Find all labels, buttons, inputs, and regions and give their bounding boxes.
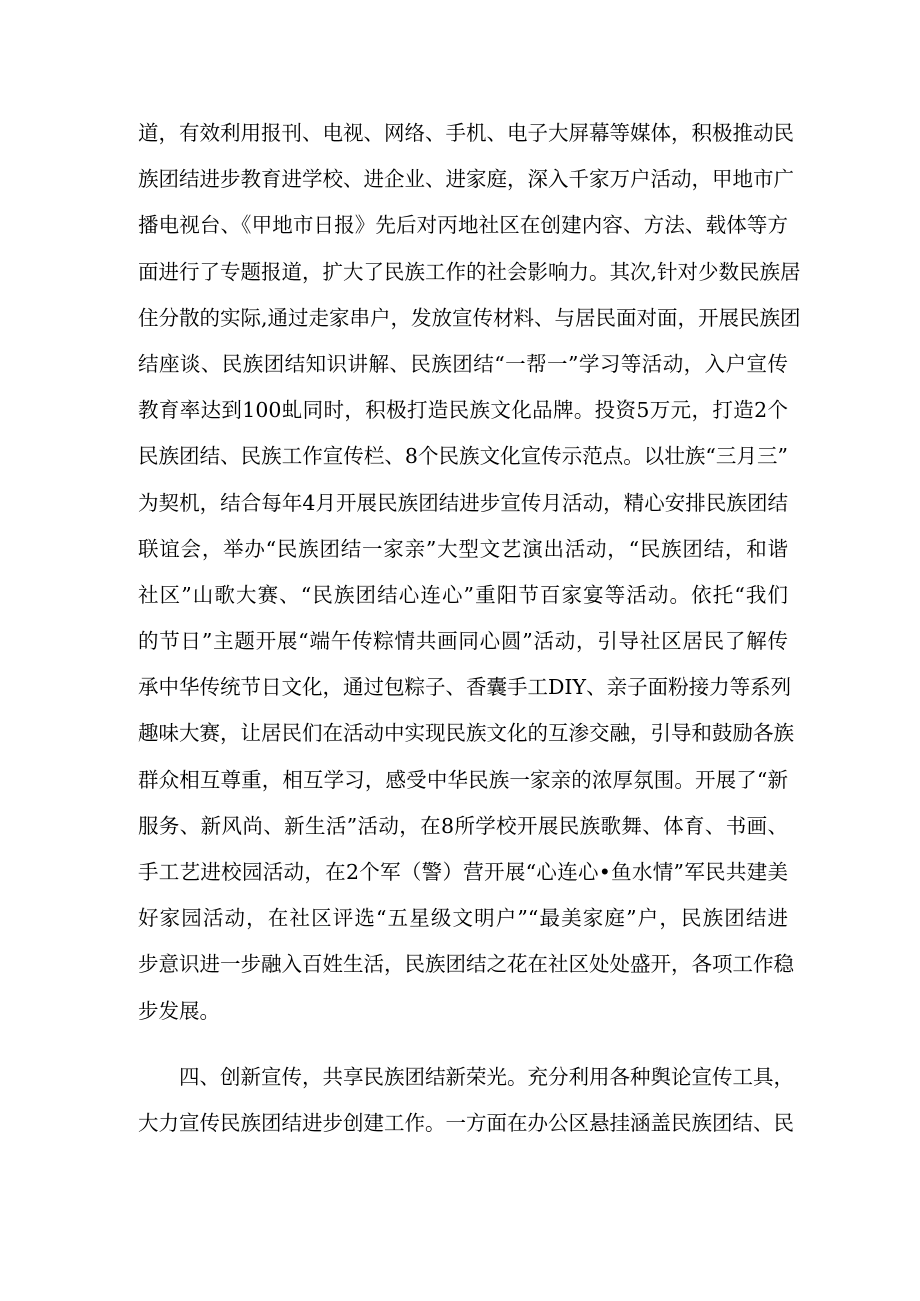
text-line: 好家园活动，在社区评选“五星级文明户”“最美家庭”户，民族团结进 <box>138 906 788 931</box>
text-line: 教育率达到100虬同时，积极打造民族文化品牌。投资5万元，打造2个 <box>138 398 788 423</box>
text-line: 群众相互尊重，相互学习，感受中华民族一家亲的浓厚氛围。开展了“新 <box>138 767 788 792</box>
text-line: 趣味大赛，让居民们在活动中实现民族文化的互渗交融，引导和鼓励各族 <box>138 721 794 746</box>
text-line: 住分散的实际,通过走家串户，发放宣传材料、与居民面对面，开展民族团 <box>138 305 801 330</box>
text-line: 步意识进一步融入百姓生活，民族团结之花在社区处处盛开，各项工作稳 <box>138 952 794 977</box>
text-line: 为契机，结合每年4月开展民族团结进步宣传月活动，精心安排民族团结 <box>138 490 788 515</box>
text-line: 面进行了专题报道，扩大了民族工作的社会影响力。其次,针对少数民族居 <box>138 259 801 284</box>
paragraph-gap <box>138 1034 788 1054</box>
paragraph-2 <box>138 1054 794 1146</box>
text-line: 联谊会，举办“民族团结一家亲”大型文艺演出活动，“民族团结，和谐 <box>138 536 788 561</box>
text-line: 社区”山歌大赛、“民族团结心连心”重阳节百家宴等活动。依托“我们 <box>138 582 788 607</box>
text-line: 的节日”主题开展“端午传粽情共画同心圆”活动，引导社区居民了解传 <box>138 629 788 654</box>
paragraph-1 <box>138 110 801 1034</box>
text-line: 服务、新风尚、新生活”活动，在8所学校开展民族歌舞、体育、书画、 <box>138 813 788 838</box>
text-line: 道，有效利用报刊、电视、网络、手机、电子大屏幕等媒体，积极推动民 <box>138 121 794 145</box>
text-line: 民族团结、民族工作宣传栏、8个民族文化宣传示范点。以壮族“三月三” <box>138 444 788 469</box>
text-line: 大力宣传民族团结进步创建工作。一方面在办公区悬挂涵盖民族团结、民 <box>138 1110 794 1135</box>
text-line: 承中华传统节日文化，通过包粽子、香囊手工DIY、亲子面粉接力等系列 <box>138 675 792 700</box>
text-line: 族团结进步教育进学校、进企业、进家庭，深入千家万户活动，甲地市广 <box>138 167 794 192</box>
text-line: 结座谈、民族团结知识讲解、民族团结“一帮一”学习等活动，入户宣传 <box>138 351 788 376</box>
text-line: 手工艺进校园活动，在2个军（警）营开展“心连心•鱼水情”军民共建美 <box>138 860 788 884</box>
text-line: 播电视台、《甲地市日报》先后对丙地社区在创建内容、方法、载体等方 <box>138 213 788 238</box>
text-line-last: 步发展。 <box>138 998 220 1023</box>
body-text <box>138 110 801 1146</box>
text-line-indented: 四、创新宣传，共享民族团结新荣光。充分利用各种舆论宣传工具， <box>179 1064 794 1089</box>
